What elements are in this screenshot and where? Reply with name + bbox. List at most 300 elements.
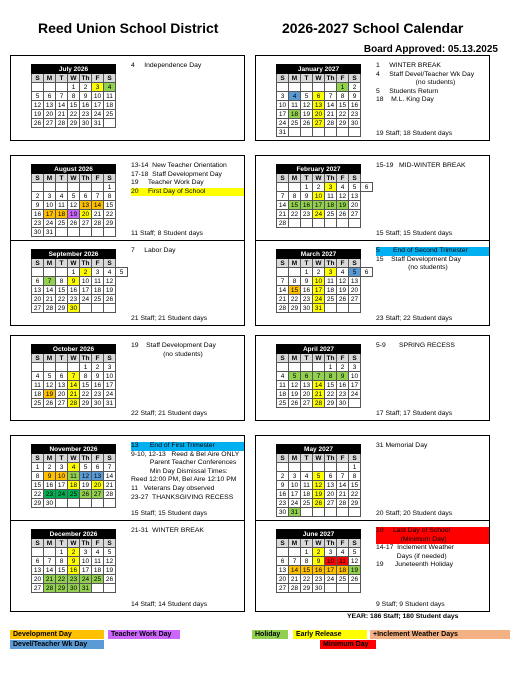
weekday-header: Th — [325, 354, 337, 363]
day-cell: 18 — [277, 390, 289, 399]
day-cell — [301, 508, 313, 517]
year-summary: YEAR: 186 Staff; 180 Student days — [347, 613, 459, 620]
day-cell: 9 — [80, 92, 92, 101]
day-cell: 14 — [313, 381, 325, 390]
weekday-header: T — [56, 174, 68, 183]
day-cell — [289, 548, 301, 557]
day-cell: 3 — [92, 83, 104, 92]
day-cell: 7 — [68, 372, 80, 381]
day-cell — [313, 219, 325, 228]
day-cell — [92, 228, 104, 237]
day-cell: 16 — [277, 490, 289, 499]
day-cell: 8 — [32, 472, 44, 481]
day-cell: 13 — [44, 101, 56, 110]
month-summary: 20 Staff; 20 Student days — [376, 510, 453, 517]
day-cell: 15 — [80, 381, 92, 390]
day-cell: 12 — [104, 277, 116, 286]
day-cell: 9 — [349, 92, 361, 101]
day-cell: 30 — [44, 499, 56, 508]
day-cell — [32, 183, 44, 192]
day-cell: 5 — [349, 548, 361, 557]
day-cell: 9 — [68, 557, 80, 566]
day-cell: 24 — [56, 490, 68, 499]
weekday-header: S — [32, 354, 44, 363]
day-cell: 15 — [337, 101, 349, 110]
day-cell: 5 — [44, 372, 56, 381]
weekday-header: S — [32, 539, 44, 548]
day-cell: 19 — [337, 286, 349, 295]
note-line: 21-31 WINTER BREAK — [131, 527, 204, 534]
day-cell — [313, 128, 325, 137]
day-cell — [56, 183, 68, 192]
month-notes — [131, 527, 244, 536]
day-cell: 27 — [56, 399, 68, 408]
day-cell: 31 — [104, 399, 116, 408]
weekday-header: S — [349, 174, 361, 183]
weekday-header: M — [289, 454, 301, 463]
month-panel — [255, 435, 490, 521]
day-cell: 3 — [325, 548, 337, 557]
day-cell: 24 — [44, 219, 56, 228]
month-name: May 2027 — [277, 445, 361, 454]
day-cell: 29 — [56, 304, 68, 313]
weekday-header: F — [337, 74, 349, 83]
day-cell: 21 — [325, 110, 337, 119]
month-summary: 15 Staff; 15 Student days — [376, 230, 453, 237]
day-cell: 1 — [301, 183, 313, 192]
day-cell: 19 — [289, 390, 301, 399]
day-cell: 14 — [277, 201, 289, 210]
day-cell — [277, 548, 289, 557]
day-cell: 20 — [325, 490, 337, 499]
day-cell: 5 — [116, 268, 128, 277]
day-cell: 28 — [313, 399, 325, 408]
day-cell: 13 — [80, 201, 92, 210]
day-cell: 2 — [80, 268, 92, 277]
day-cell: 12 — [80, 472, 92, 481]
day-cell: 28 — [289, 584, 301, 593]
day-cell: 25 — [289, 119, 301, 128]
day-cell: 3 — [325, 183, 337, 192]
day-cell: 7 — [56, 92, 68, 101]
legend-early-release: Early Release — [293, 630, 367, 639]
day-cell: 19 — [349, 566, 361, 575]
month-panel — [255, 240, 490, 326]
month-calendar — [31, 249, 128, 313]
day-cell: 27 — [313, 119, 325, 128]
day-cell: 5 — [349, 183, 361, 192]
note-line: 11 Veterans Day observed — [131, 484, 215, 492]
weekday-header: S — [104, 174, 116, 183]
day-cell: 11 — [32, 381, 44, 390]
day-cell — [44, 548, 56, 557]
day-cell: 9 — [68, 277, 80, 286]
calendar-year-title: 2026-2027 School Calendar — [282, 20, 464, 36]
day-cell: 25 — [337, 575, 349, 584]
day-cell: 16 — [337, 381, 349, 390]
month-calendar — [31, 529, 116, 593]
day-cell — [349, 399, 361, 408]
weekday-header: F — [337, 354, 349, 363]
month-name: April 2027 — [277, 345, 361, 354]
day-cell: 5 — [289, 372, 301, 381]
day-cell: 13 — [32, 286, 44, 295]
day-cell — [56, 499, 68, 508]
day-cell: 7 — [337, 472, 349, 481]
weekday-header: S — [104, 539, 116, 548]
month-name: February 2027 — [277, 165, 361, 174]
day-cell: 30 — [313, 584, 325, 593]
day-cell: 15 — [301, 566, 313, 575]
day-cell: 7 — [44, 557, 56, 566]
day-cell: 2 — [92, 363, 104, 372]
month-calendar — [276, 64, 361, 137]
day-cell: 19 — [68, 210, 80, 219]
day-cell: 13 — [325, 481, 337, 490]
day-cell: 10 — [325, 557, 337, 566]
day-cell — [104, 304, 116, 313]
day-cell: 30 — [68, 304, 80, 313]
month-name: October 2026 — [32, 345, 116, 354]
weekday-header: T — [301, 539, 313, 548]
day-cell: 29 — [301, 584, 313, 593]
day-cell: 4 — [337, 548, 349, 557]
day-cell — [349, 508, 361, 517]
day-cell: 6 — [32, 277, 44, 286]
day-cell: 3 — [325, 268, 337, 277]
day-cell: 22 — [104, 210, 116, 219]
day-cell: 4 — [289, 92, 301, 101]
day-cell: 24 — [289, 499, 301, 508]
day-cell — [289, 363, 301, 372]
weekday-header: S — [104, 74, 116, 83]
month-panel — [255, 335, 490, 421]
day-cell: 17 — [277, 110, 289, 119]
weekday-header: W — [313, 174, 325, 183]
day-cell — [325, 83, 337, 92]
day-cell: 29 — [325, 399, 337, 408]
day-cell: 10 — [289, 481, 301, 490]
month-name: December 2026 — [32, 530, 116, 539]
day-cell: 6 — [92, 463, 104, 472]
day-cell: 5 — [32, 92, 44, 101]
day-cell — [104, 499, 116, 508]
day-cell: 21 — [313, 390, 325, 399]
day-cell: 14 — [44, 566, 56, 575]
day-cell: 27 — [301, 399, 313, 408]
weekday-header: T — [301, 259, 313, 268]
weekday-header: Th — [80, 454, 92, 463]
weekday-header: W — [68, 539, 80, 548]
month-summary: 21 Staff; 21 Student days — [131, 315, 208, 322]
weekday-header: F — [92, 354, 104, 363]
day-cell: 1 — [104, 183, 116, 192]
day-cell — [325, 463, 337, 472]
day-cell: 10 — [349, 372, 361, 381]
month-panel — [255, 520, 490, 612]
day-cell: 7 — [277, 277, 289, 286]
day-cell: 16 — [68, 566, 80, 575]
day-cell: 10 — [56, 472, 68, 481]
day-cell: 10 — [44, 201, 56, 210]
day-cell: 2 — [32, 192, 44, 201]
note-line: 5 Students Return — [376, 87, 439, 95]
note-line: 10 Last Day of School — [376, 527, 489, 536]
weekday-header: S — [349, 454, 361, 463]
month-notes — [376, 162, 489, 171]
month-calendar — [31, 444, 116, 508]
note-line: (Minimum Day) — [376, 536, 489, 545]
day-cell: 29 — [80, 399, 92, 408]
day-cell: 14 — [44, 286, 56, 295]
day-cell: 17 — [313, 286, 325, 295]
day-cell: 20 — [92, 481, 104, 490]
month-calendar — [276, 529, 361, 593]
legend-devel-teacher-wk-day: Devel/Teacher Wk Day — [10, 640, 104, 649]
day-cell: 26 — [104, 575, 116, 584]
day-cell: 17 — [325, 566, 337, 575]
month-notes — [376, 442, 489, 451]
day-cell: 12 — [32, 101, 44, 110]
day-cell: 1 — [68, 268, 80, 277]
day-cell: 22 — [56, 575, 68, 584]
day-cell: 6 — [44, 92, 56, 101]
weekday-header: M — [44, 174, 56, 183]
day-cell: 24 — [104, 390, 116, 399]
day-cell: 23 — [44, 490, 56, 499]
month-notes — [131, 247, 244, 256]
day-cell: 23 — [68, 575, 80, 584]
day-cell: 13 — [349, 277, 361, 286]
day-cell: 26 — [337, 295, 349, 304]
day-cell: 5 — [68, 192, 80, 201]
day-cell: 14 — [68, 381, 80, 390]
weekday-header: S — [277, 539, 289, 548]
day-cell: 19 — [104, 566, 116, 575]
weekday-header: T — [56, 454, 68, 463]
weekday-header: W — [313, 74, 325, 83]
month-summary: 11 Staff; 8 Student days — [131, 230, 203, 237]
day-cell: 28 — [68, 399, 80, 408]
note-line: (no students) — [376, 79, 456, 87]
day-cell — [301, 219, 313, 228]
day-cell: 9 — [313, 557, 325, 566]
note-line: 4 Independence Day — [131, 62, 202, 69]
month-summary: 19 Staff; 18 Student days — [376, 130, 453, 137]
month-summary: 23 Staff; 22 Student days — [376, 315, 453, 322]
day-cell: 23 — [92, 390, 104, 399]
day-cell: 19 — [32, 110, 44, 119]
day-cell — [56, 228, 68, 237]
day-cell: 14 — [104, 472, 116, 481]
note-line: 19 Teacher Work Day — [131, 179, 204, 187]
day-cell: 19 — [80, 481, 92, 490]
day-cell: 2 — [80, 83, 92, 92]
weekday-header: M — [289, 354, 301, 363]
day-cell: 21 — [337, 490, 349, 499]
day-cell: 2 — [313, 268, 325, 277]
weekday-header: Th — [80, 539, 92, 548]
day-cell: 23 — [301, 210, 313, 219]
day-cell — [104, 119, 116, 128]
weekday-header: Th — [325, 259, 337, 268]
month-calendar — [31, 344, 116, 408]
day-cell: 20 — [301, 390, 313, 399]
day-cell: 6 — [361, 183, 373, 192]
day-cell: 8 — [56, 557, 68, 566]
day-cell: 7 — [104, 463, 116, 472]
day-cell — [349, 219, 361, 228]
day-cell: 13 — [92, 472, 104, 481]
month-summary: 17 Staff; 17 Student days — [376, 410, 453, 417]
weekday-header: S — [277, 454, 289, 463]
month-panel — [10, 335, 245, 421]
day-cell: 22 — [301, 575, 313, 584]
weekday-header: T — [56, 539, 68, 548]
month-notes — [376, 527, 489, 570]
note-line: 18 M.L. King Day — [376, 96, 434, 104]
month-summary: 22 Staff; 21 Student days — [131, 410, 208, 417]
day-cell: 18 — [92, 566, 104, 575]
day-cell: 17 — [80, 286, 92, 295]
day-cell — [337, 304, 349, 313]
day-cell: 7 — [44, 277, 56, 286]
day-cell: 26 — [44, 399, 56, 408]
day-cell: 6 — [80, 192, 92, 201]
day-cell: 14 — [92, 201, 104, 210]
month-notes — [131, 442, 244, 502]
day-cell: 6 — [325, 472, 337, 481]
day-cell: 26 — [104, 295, 116, 304]
note-line: 5-9 SPRING RECESS — [376, 342, 455, 349]
day-cell: 26 — [289, 399, 301, 408]
weekday-header: M — [44, 74, 56, 83]
weekday-header: F — [92, 539, 104, 548]
day-cell: 12 — [349, 557, 361, 566]
weekday-header: F — [92, 74, 104, 83]
day-cell: 17 — [44, 210, 56, 219]
day-cell: 25 — [325, 210, 337, 219]
day-cell: 21 — [44, 295, 56, 304]
day-cell: 5 — [104, 548, 116, 557]
day-cell: 25 — [277, 399, 289, 408]
day-cell: 10 — [313, 277, 325, 286]
day-cell — [80, 183, 92, 192]
day-cell: 25 — [68, 490, 80, 499]
day-cell: 1 — [337, 83, 349, 92]
day-cell — [301, 128, 313, 137]
board-approved: Board Approved: 05.13.2025 — [363, 44, 498, 55]
day-cell: 19 — [337, 201, 349, 210]
day-cell: 2 — [44, 463, 56, 472]
day-cell: 11 — [301, 481, 313, 490]
day-cell: 3 — [277, 92, 289, 101]
weekday-header: M — [289, 539, 301, 548]
day-cell: 16 — [301, 286, 313, 295]
day-cell: 18 — [337, 566, 349, 575]
day-cell: 7 — [325, 92, 337, 101]
weekday-header: M — [44, 454, 56, 463]
month-notes — [376, 62, 489, 105]
day-cell: 23 — [277, 499, 289, 508]
day-cell: 28 — [92, 219, 104, 228]
day-cell — [56, 83, 68, 92]
day-cell: 12 — [313, 481, 325, 490]
weekday-header: T — [301, 454, 313, 463]
note-line: 14-17 Inclement Weather — [376, 544, 455, 552]
day-cell: 8 — [337, 92, 349, 101]
month-notes — [131, 62, 244, 71]
month-summary: 15 Staff; 15 Student days — [131, 510, 208, 517]
day-cell: 15 — [325, 381, 337, 390]
day-cell — [44, 83, 56, 92]
day-cell: 23 — [80, 110, 92, 119]
weekday-header: M — [44, 259, 56, 268]
day-cell: 29 — [32, 499, 44, 508]
day-cell: 21 — [44, 575, 56, 584]
legend-minimum-day: Minimum Day — [320, 640, 376, 649]
day-cell: 8 — [68, 92, 80, 101]
day-cell: 2 — [337, 363, 349, 372]
day-cell: 14 — [325, 101, 337, 110]
day-cell: 14 — [337, 481, 349, 490]
day-cell: 15 — [104, 201, 116, 210]
weekday-header: Th — [80, 174, 92, 183]
day-cell: 29 — [68, 119, 80, 128]
weekday-header: Th — [325, 454, 337, 463]
weekday-header: M — [289, 74, 301, 83]
day-cell: 3 — [80, 548, 92, 557]
day-cell: 25 — [104, 110, 116, 119]
day-cell: 25 — [92, 575, 104, 584]
day-cell — [289, 268, 301, 277]
weekday-header: S — [277, 259, 289, 268]
weekday-header: F — [337, 174, 349, 183]
day-cell: 30 — [32, 228, 44, 237]
day-cell: 18 — [325, 201, 337, 210]
day-cell: 24 — [80, 575, 92, 584]
day-cell: 10 — [277, 101, 289, 110]
day-cell: 4 — [56, 192, 68, 201]
day-cell: 10 — [80, 557, 92, 566]
note-line: 19 Juneteenth Holiday — [376, 561, 454, 569]
day-cell — [325, 304, 337, 313]
day-cell: 18 — [32, 390, 44, 399]
day-cell: 1 — [301, 548, 313, 557]
day-cell: 20 — [277, 575, 289, 584]
day-cell: 27 — [32, 584, 44, 593]
legend-holiday: Holiday — [252, 630, 288, 639]
day-cell — [313, 463, 325, 472]
day-cell: 6 — [301, 372, 313, 381]
day-cell — [32, 83, 44, 92]
day-cell — [289, 183, 301, 192]
day-cell: 8 — [104, 192, 116, 201]
day-cell: 20 — [349, 201, 361, 210]
weekday-header: Th — [325, 74, 337, 83]
weekday-header: S — [349, 259, 361, 268]
weekday-header: T — [56, 74, 68, 83]
day-cell: 30 — [92, 399, 104, 408]
weekday-header: W — [313, 259, 325, 268]
day-cell — [349, 304, 361, 313]
day-cell: 25 — [301, 499, 313, 508]
day-cell: 26 — [313, 499, 325, 508]
day-cell: 17 — [92, 101, 104, 110]
day-cell: 31 — [277, 128, 289, 137]
weekday-header: S — [349, 539, 361, 548]
day-cell: 19 — [44, 390, 56, 399]
